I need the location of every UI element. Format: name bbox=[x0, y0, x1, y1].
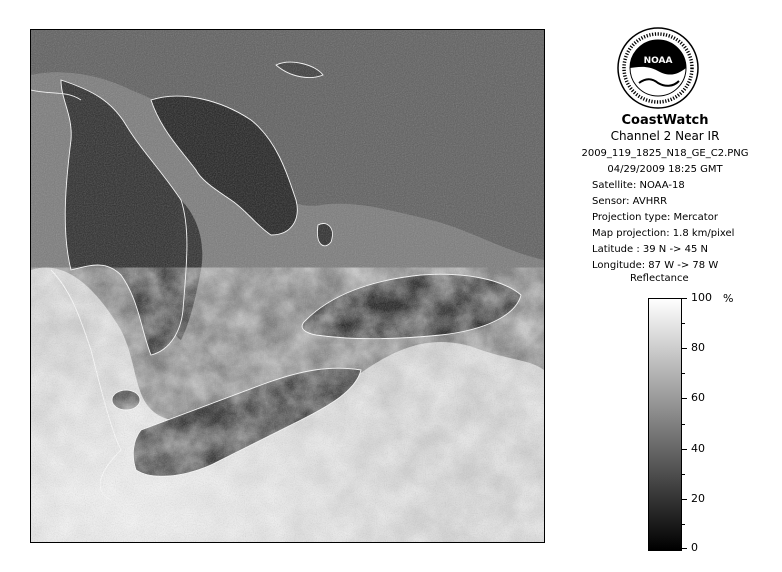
colorbar-unit: % bbox=[723, 292, 734, 305]
map-projection-info: Map projection: 1.8 km/pixel bbox=[592, 228, 735, 239]
colorbar-tick bbox=[681, 398, 687, 399]
product-title: CoastWatch bbox=[621, 113, 709, 128]
colorbar-tick bbox=[681, 424, 685, 425]
colorbar-tick-label: 60 bbox=[691, 391, 705, 404]
longitude-info: Longitude: 87 W -> 78 W bbox=[592, 260, 719, 271]
colorbar-tick bbox=[681, 323, 685, 324]
colorbar-tick bbox=[681, 298, 687, 299]
colorbar-tick-label: 40 bbox=[691, 442, 705, 455]
colorbar-tick-label: 80 bbox=[691, 341, 705, 354]
surface-texture bbox=[31, 30, 544, 542]
satellite-info: Satellite: NOAA-18 bbox=[592, 180, 685, 191]
colorbar-tick bbox=[681, 548, 687, 549]
noaa-logo-icon bbox=[617, 27, 699, 109]
colorbar-tick bbox=[681, 524, 685, 525]
channel-subtitle: Channel 2 Near IR bbox=[610, 129, 720, 143]
projection-type-info: Projection type: Mercator bbox=[592, 212, 718, 223]
colorbar-label: Reflectance bbox=[630, 273, 689, 284]
colorbar-tick-label: 20 bbox=[691, 492, 705, 505]
colorbar-tick bbox=[681, 449, 687, 450]
colorbar-tick bbox=[681, 348, 687, 349]
colorbar-tick bbox=[681, 373, 685, 374]
reflectance-colorbar bbox=[648, 298, 682, 551]
satellite-image bbox=[30, 29, 545, 543]
date-time: 04/29/2009 18:25 GMT bbox=[607, 164, 723, 175]
colorbar-tick-label: 100 bbox=[691, 291, 712, 304]
latitude-info: Latitude : 39 N -> 45 N bbox=[592, 244, 708, 255]
colorbar-tick bbox=[681, 499, 687, 500]
sensor-info: Sensor: AVHRR bbox=[592, 196, 668, 207]
file-name: 2009_119_1825_N18_GE_C2.PNG bbox=[581, 148, 749, 159]
svg-text:NOAA: NOAA bbox=[643, 56, 673, 66]
colorbar-tick bbox=[681, 474, 685, 475]
satellite-image-svg bbox=[31, 30, 544, 542]
colorbar-tick-label: 0 bbox=[691, 541, 698, 554]
